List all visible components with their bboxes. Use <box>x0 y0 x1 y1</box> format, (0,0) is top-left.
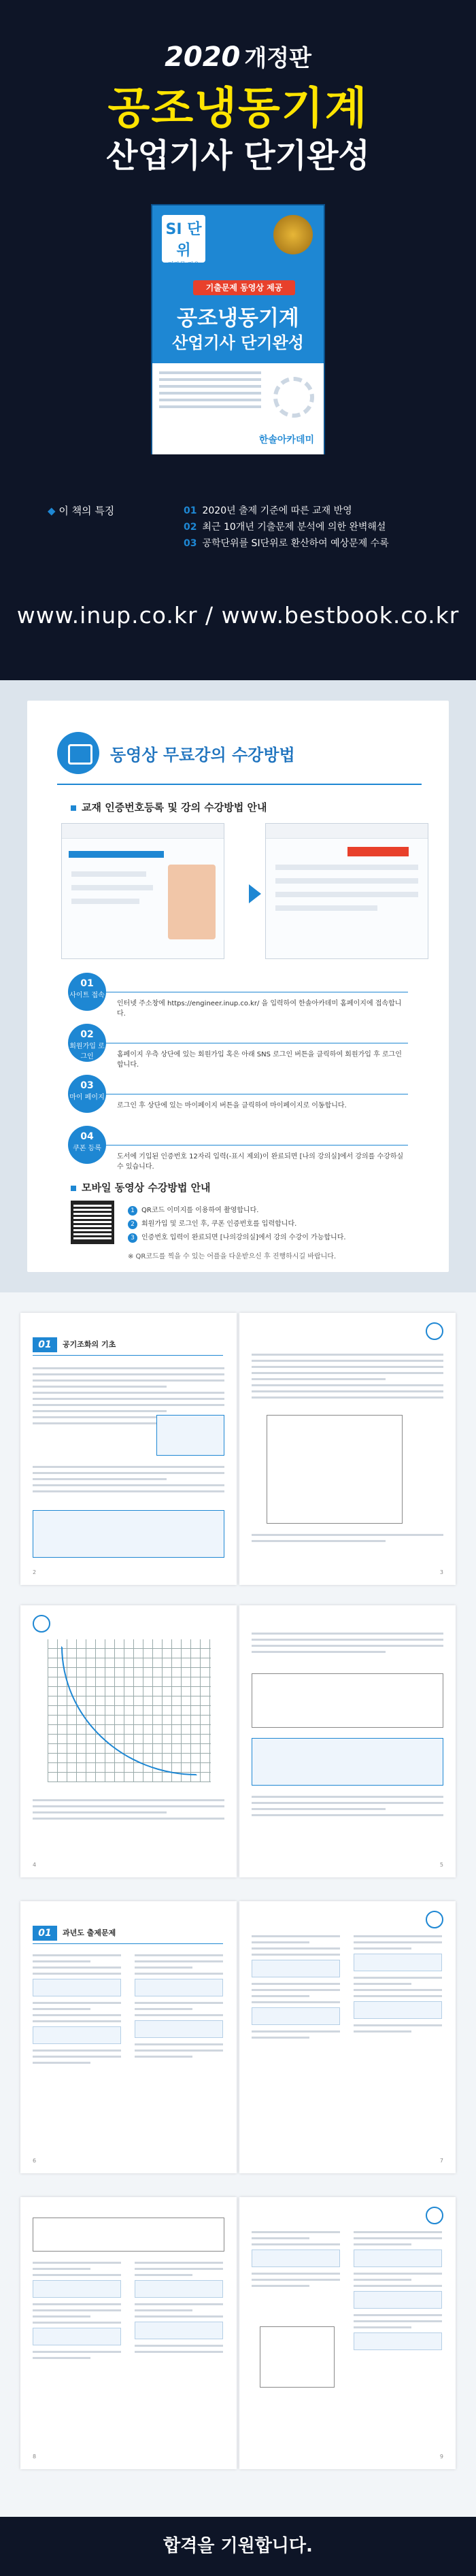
step-label: 마이 페이지 <box>69 1094 105 1101</box>
step-text: 도서에 기입된 인증번호 12자리 입력(-표시 제외)이 완료되면 [나의 강의실]에서 강의를 수강하실 수 있습니다. <box>117 1153 404 1171</box>
screenshot-row <box>275 878 418 884</box>
graph-figure <box>260 2326 335 2388</box>
step-label: 회원가입 로그인 <box>69 1043 105 1060</box>
feature-number: 03 <box>184 538 197 549</box>
section-heading-register: 교재 인증번호등록 및 강의 수강방법 안내 <box>71 800 267 814</box>
question-column <box>354 2231 442 2356</box>
note-box <box>156 1415 224 1456</box>
step-badge <box>68 1024 106 1062</box>
page-number: 7 <box>439 2158 443 2164</box>
edition-year: 2020 <box>165 41 241 73</box>
website-urls[interactable]: www.inup.co.kr / www.bestbook.co.kr <box>16 602 460 629</box>
feature-text: 최근 10개년 기출문제 분석에 의한 완벽해설 <box>202 522 386 533</box>
screenshot-row <box>71 871 146 877</box>
page-left <box>20 1313 237 1585</box>
page-spread-2 <box>20 1605 456 1877</box>
step-badge <box>68 973 106 1011</box>
website-screenshot-home <box>61 823 224 959</box>
screenshot-row <box>275 865 418 870</box>
edition-heading <box>0 39 476 73</box>
text-lines <box>252 1633 443 1657</box>
page-number: 2 <box>33 1569 37 1575</box>
book-title: 공조냉동기계 <box>177 306 299 331</box>
book-cover-text-lines <box>159 371 261 426</box>
page-left <box>20 1605 237 1877</box>
page-number: 5 <box>439 1862 443 1868</box>
screenshot-row <box>71 885 153 890</box>
video-card <box>27 701 449 1272</box>
award-seal-icon <box>273 215 313 254</box>
gear-icon <box>273 377 314 418</box>
question-column <box>135 2262 223 2357</box>
si-badge-sub: 전과목 적용 <box>167 262 200 269</box>
feature-number: 01 <box>184 505 197 516</box>
step-badge <box>68 1075 106 1113</box>
step-1 <box>68 973 408 1020</box>
main-title: 공조냉동기계 <box>107 84 369 134</box>
example-box <box>252 1738 443 1786</box>
step-text: 인터넷 주소창에 https://engineer.inup.co.kr/ 을 입력하여 한솔아카데미 홈페이지에 접속합니다. <box>117 1000 402 1018</box>
arrow-right-icon <box>249 884 261 903</box>
logo-icon <box>426 2207 443 2224</box>
feature-text: 공학단위를 SI단위로 환산하여 예상문제 수록 <box>202 538 389 549</box>
chapter-title: 과년도 출제문제 <box>63 1928 116 1937</box>
divider <box>33 1355 223 1356</box>
features-heading <box>48 503 114 518</box>
step-4 <box>68 1126 408 1173</box>
mobile-step-text: 인증번호 입력이 완료되면 [나의강의실]에서 강의 수강이 가능합니다. <box>141 1234 346 1241</box>
question-column <box>33 2262 121 2363</box>
screenshot-row <box>275 905 377 911</box>
book-cover-lower <box>152 363 324 454</box>
video-title: 동영상 무료강의 수강방법 <box>110 745 295 765</box>
browser-bar <box>62 824 224 839</box>
text-lines <box>33 1466 224 1496</box>
book-red-label: 기출문제 동영상 제공 <box>193 280 295 295</box>
mobile-step-text: 회원가입 및 로그인 후, 쿠폰 인증번호를 입력합니다. <box>141 1220 297 1228</box>
step-2 <box>68 1024 408 1071</box>
page-number: 4 <box>33 1862 37 1868</box>
question-column <box>252 2231 340 2291</box>
question-column <box>252 1935 340 2043</box>
step-badge <box>68 1126 106 1164</box>
page-spread-3 <box>20 1901 456 2173</box>
browser-bar <box>266 824 428 839</box>
page-right <box>239 1605 456 1877</box>
feature-text: 2020년 출제 기준에 따른 교재 반영 <box>202 505 352 516</box>
feature-item <box>184 536 389 550</box>
section-heading-mobile: 모바일 동영상 수강방법 안내 <box>71 1180 211 1194</box>
data-table <box>252 1673 443 1728</box>
question-column <box>354 1935 442 2037</box>
screenshot-photo <box>168 865 216 939</box>
step-number: 03 <box>80 1080 94 1091</box>
chapter-title: 공기조화의 기초 <box>63 1340 116 1349</box>
mobile-step-number: 2 <box>128 1220 137 1229</box>
text-lines <box>252 1534 443 1546</box>
divider <box>57 784 422 785</box>
si-badge <box>162 215 205 269</box>
bullet-icon: ◆ <box>48 505 59 517</box>
mobile-step-text: QR코드 이미지를 이용하여 촬영합니다. <box>141 1207 259 1214</box>
page-number: 6 <box>33 2158 37 2164</box>
book-cover <box>151 204 325 454</box>
step-number: 01 <box>80 978 94 989</box>
step-label: 쿠폰 등록 <box>73 1145 101 1152</box>
qr-code-icon[interactable] <box>71 1201 114 1244</box>
feature-item <box>184 520 386 533</box>
mobile-step-3 <box>128 1231 346 1243</box>
mobile-step-number: 1 <box>128 1206 137 1216</box>
screenshot-row <box>71 899 139 904</box>
features-heading-text: 이 책의 특징 <box>58 505 115 517</box>
page-spread-1 <box>20 1313 456 1585</box>
page-right <box>239 2197 456 2469</box>
page-left <box>20 1901 237 2173</box>
screenshot-banner <box>69 851 164 858</box>
screenshot-row <box>275 892 418 897</box>
edition-label: 개정판 <box>244 45 311 72</box>
mobile-step-2 <box>128 1218 296 1229</box>
website-screenshot-coupon <box>265 823 428 959</box>
step-label: 사이트 접속 <box>69 992 105 999</box>
step-text: 홈페이지 우측 상단에 있는 회원가입 혹은 아래 SNS 로그인 버튼을 클릭하여 회원가입 후 로그인합니다. <box>117 1051 402 1069</box>
screenshot-highlight <box>347 847 409 856</box>
feature-number: 02 <box>184 522 197 533</box>
page-right <box>239 1313 456 1585</box>
mobile-step-1 <box>128 1204 258 1216</box>
page-right <box>239 1901 456 2173</box>
text-lines <box>252 1354 443 1403</box>
text-lines <box>33 1799 224 1824</box>
step-text: 로그인 후 상단에 있는 마이페이지 버튼을 클릭하여 마이페이지로 이동합니다. <box>117 1102 347 1109</box>
logo-icon <box>426 1911 443 1928</box>
diagram-figure <box>267 1415 403 1524</box>
mobile-note: ※ QR코드를 찍을 수 있는 어플을 다운받으신 후 진행하시길 바랍니다. <box>128 1253 337 1260</box>
chapter-tag: 01 <box>33 1926 57 1941</box>
book-publisher: 한솔아카데미 <box>258 435 314 446</box>
feature-item <box>184 503 352 517</box>
question-column <box>135 1954 223 2062</box>
step-3 <box>68 1075 408 1122</box>
video-section <box>0 680 476 1292</box>
video-icon <box>57 732 99 774</box>
step-number: 02 <box>80 1029 94 1040</box>
divider <box>33 1943 223 1944</box>
closing-message: 합격을 기원합니다. <box>0 2517 476 2576</box>
sub-title: 산업기사 단기완성 <box>106 137 370 175</box>
question-column <box>33 1954 121 2068</box>
text-lines <box>252 1796 443 1820</box>
page-left <box>20 2197 237 2469</box>
logo-icon <box>33 1615 50 1633</box>
chapter-tag: 01 <box>33 1337 57 1352</box>
logo-icon <box>426 1322 443 1340</box>
si-badge-main: SI 단위 <box>165 221 202 259</box>
page-number: 3 <box>439 1569 443 1575</box>
page-spread-4 <box>20 2197 456 2469</box>
example-box <box>33 1510 224 1558</box>
page-number: 9 <box>439 2454 443 2460</box>
step-number: 04 <box>80 1131 94 1142</box>
mobile-step-number: 3 <box>128 1233 137 1243</box>
book-subtitle: 산업기사 단기완성 <box>172 333 304 352</box>
page-number: 8 <box>33 2454 37 2460</box>
data-table <box>33 2218 224 2252</box>
hero-section <box>0 0 476 680</box>
